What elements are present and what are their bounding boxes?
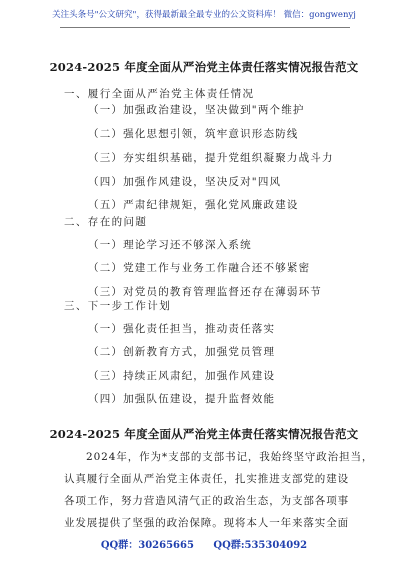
- paragraph-line: 认真履行全面从严治党主体责任，扎实推进支部党的建设: [64, 473, 349, 485]
- outline-item: （五）严肃纪律规矩，强化党风廉政建设: [88, 199, 299, 211]
- footer-qq-group-2: QQ群:535304092: [213, 540, 308, 551]
- section-heading-3: 三、下一步工作计划: [64, 300, 172, 312]
- paragraph-line: 2024年，作为*支部的支部书记，我始终坚守政治担当，: [86, 451, 374, 463]
- header-divider: [60, 27, 350, 28]
- header-notice: 关注头条号"公文研究"，获得最新最全最专业的公文资料库！ 微信：gongwenyj: [52, 10, 356, 20]
- body-paragraph: [64, 446, 374, 534]
- outline-item: （一）加强政治建设，坚决做到"两个维护: [88, 104, 305, 116]
- section-heading-2: 二、存在的问题: [64, 216, 148, 228]
- outline-item: （四）加强队伍建设，提升监督效能: [88, 393, 276, 405]
- paragraph-line: 业发展提供了坚强的政治保障。现将本人一年来落实全面: [64, 517, 349, 529]
- footer-contacts: [0, 536, 408, 551]
- paragraph-line: 各项工作，努力营造风清气正的政治生态，为支部各项事: [64, 495, 349, 507]
- outline-item: （二）党建工作与业务工作融合还不够紧密: [88, 262, 311, 274]
- outline-item: （一）理论学习还不够深入系统: [88, 239, 252, 251]
- outline-item: （三）夯实组织基础，提升党组织凝聚力战斗力: [88, 152, 334, 164]
- outline-item: （二）强化思想引领，筑牢意识形态防线: [88, 128, 299, 140]
- outline-item: （四）加强作风建设，坚决反对"四风: [88, 176, 282, 188]
- outline-item: （三）对党员的教育管理监督还存在薄弱环节: [88, 286, 322, 298]
- document-title-repeat: 2024-2025 年度全面从严治党主体责任落实情况报告范文: [49, 427, 359, 441]
- outline-item: （一）强化责任担当，推动责任落实: [88, 323, 276, 335]
- outline-item: （二）创新教育方式，加强党员管理: [88, 346, 276, 358]
- document-title: 2024-2025 年度全面从严治党主体责任落实情况报告范文: [49, 60, 359, 74]
- footer-qq-group-1: QQ群：30265665: [100, 540, 194, 551]
- section-heading-1: 一、履行全面从严治党主体责任情况: [64, 88, 255, 100]
- outline-item: （三）持续正风肃纪，加强作风建设: [88, 370, 276, 382]
